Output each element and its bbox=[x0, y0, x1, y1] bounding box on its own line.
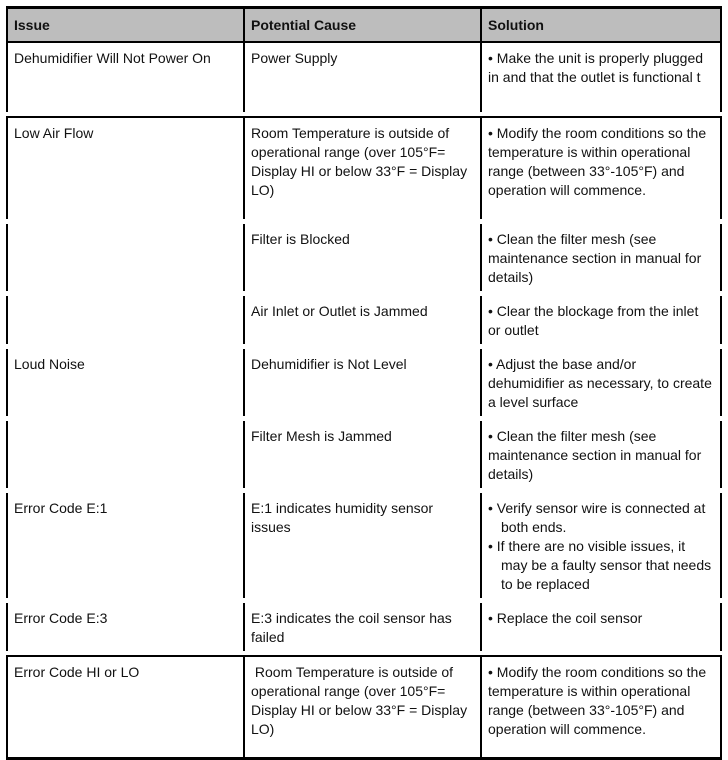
troubleshooting-table bbox=[6, 6, 722, 760]
solution-bullet-item: • Replace the coil sensor bbox=[488, 610, 643, 626]
solution-bullet-item: • Verify sensor wire is connected at both ends. bbox=[488, 500, 706, 535]
solution-cell bbox=[480, 421, 720, 488]
issue-cell: Error Code E:1 bbox=[14, 500, 108, 516]
issue-cell: Low Air Flow bbox=[14, 125, 94, 141]
potential-cause-cell: Air Inlet or Outlet is Jammed bbox=[243, 296, 480, 344]
solution-cell bbox=[480, 603, 720, 651]
solution-bullet-item: • Make the unit is properly plugged in and that the outlet is functional t bbox=[488, 50, 704, 85]
solution-cell bbox=[480, 118, 720, 219]
solution-cell bbox=[480, 296, 720, 344]
potential-cause-cell: Filter Mesh is Jammed bbox=[243, 421, 480, 488]
solution-cell bbox=[480, 657, 720, 757]
table-row bbox=[6, 603, 722, 651]
table-row bbox=[6, 224, 722, 291]
potential-cause-cell: E:1 indicates humidity sensor issues bbox=[243, 493, 480, 598]
table-body bbox=[6, 43, 722, 757]
solution-cell bbox=[480, 43, 720, 112]
solution-bullet-item: • Modify the room conditions so the temperature is within operational range (between 33°-105°F) and operation will commence. bbox=[488, 664, 707, 737]
issue-cell: Loud Noise bbox=[14, 356, 85, 372]
solution-bullet-item: • If there are no visible issues, it may be a faulty sensor that needs to be replaced bbox=[488, 538, 712, 592]
potential-cause-cell: Room Temperature is outside of operational range (over 105°F= Display HI or below 33°F = Display LO) bbox=[243, 657, 480, 757]
solution-bullet-item: • Clear the blockage from the inlet or outlet bbox=[488, 303, 699, 338]
table-row bbox=[6, 296, 722, 344]
issue-cell bbox=[8, 421, 243, 488]
issue-cell: Error Code HI or LO bbox=[14, 664, 140, 680]
solution-cell bbox=[480, 224, 720, 291]
column-header-solution: Solution bbox=[480, 9, 720, 41]
column-header-issue: Issue bbox=[14, 17, 50, 33]
potential-cause-cell: E:3 indicates the coil sensor has failed bbox=[243, 603, 480, 651]
solution-bullet-item: • Clean the filter mesh (see maintenance section in manual for details) bbox=[488, 428, 702, 482]
issue-cell: Error Code E:3 bbox=[14, 610, 108, 626]
table-row bbox=[6, 421, 722, 488]
column-header-potential-cause: Potential Cause bbox=[243, 9, 480, 41]
potential-cause-cell: Filter is Blocked bbox=[243, 224, 480, 291]
issue-cell: Dehumidifier Will Not Power On bbox=[14, 50, 211, 66]
table-row bbox=[6, 655, 722, 757]
table-row bbox=[6, 349, 722, 416]
solution-bullet-item: • Modify the room conditions so the temperature is within operational range (between 33°-105°F) and operation will commence. bbox=[488, 125, 707, 198]
table-row bbox=[6, 116, 722, 219]
issue-cell bbox=[8, 224, 243, 291]
table-row bbox=[6, 43, 722, 112]
potential-cause-cell: Dehumidifier is Not Level bbox=[243, 349, 480, 416]
solution-bullet-item: • Clean the filter mesh (see maintenance section in manual for details) bbox=[488, 231, 702, 285]
potential-cause-cell: Room Temperature is outside of operational range (over 105°F= Display HI or below 33°F = Display LO) bbox=[243, 118, 480, 219]
solution-cell bbox=[480, 349, 720, 416]
solution-cell bbox=[480, 493, 720, 598]
potential-cause-cell: Power Supply bbox=[243, 43, 480, 112]
solution-bullet-item: • Adjust the base and/or dehumidifier as necessary, to create a level surface bbox=[488, 356, 712, 410]
table-row bbox=[6, 493, 722, 598]
table-header-row bbox=[6, 9, 722, 43]
issue-cell bbox=[8, 296, 243, 344]
